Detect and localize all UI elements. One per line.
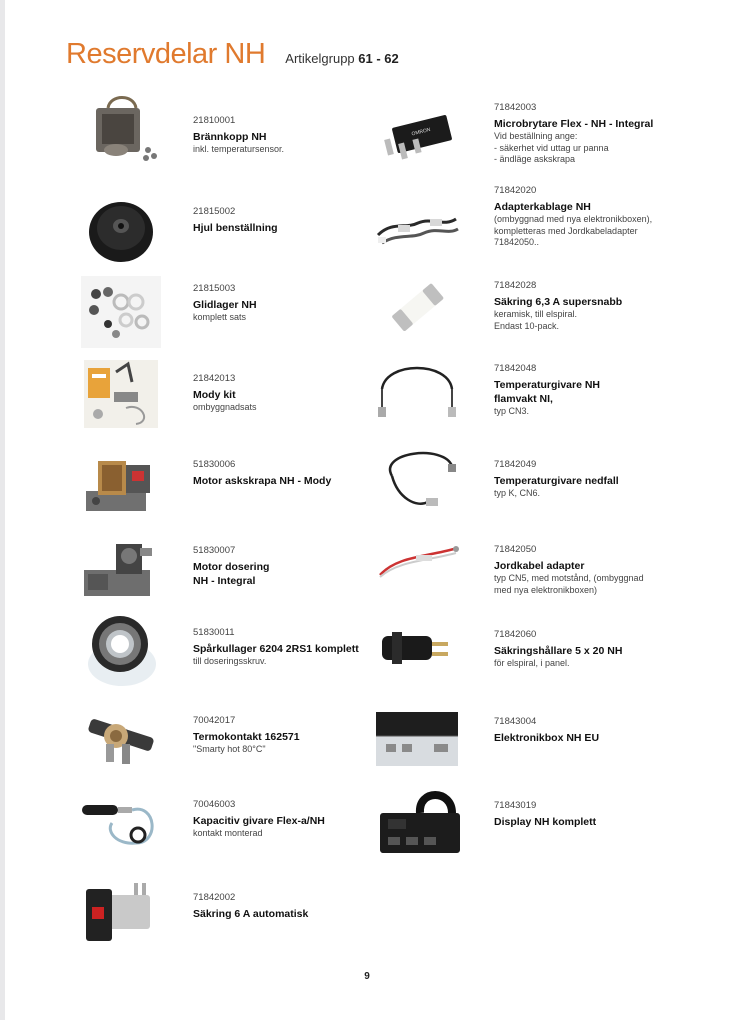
part-text	[494, 102, 714, 166]
part-code: 71842049	[494, 459, 537, 470]
part-code: 51830006	[193, 459, 236, 470]
part-name: Termokontakt 162571	[193, 731, 300, 743]
fuse-holder-icon	[372, 608, 462, 688]
part-description: "Smarty hot 80°C"	[193, 744, 266, 754]
display-panel-icon	[372, 783, 462, 863]
ball-bearing-icon	[76, 612, 166, 692]
part-description: keramisk, till elspiral.	[494, 309, 578, 319]
part-code: 71842050	[494, 544, 537, 555]
part-code: 71842003	[494, 102, 537, 113]
part-description: med nya elektronikboxen)	[494, 584, 598, 595]
part-code: 71842002	[193, 892, 236, 903]
part-code: 71843019	[494, 800, 537, 811]
page-subtitle: Artikelgrupp 61 - 62	[285, 51, 399, 66]
part-description: Vid beställning ange:	[494, 131, 578, 141]
part-text	[494, 629, 714, 670]
part-name: Hjul benställning	[193, 222, 278, 234]
part-code: 51830007	[193, 545, 236, 556]
part-code: 70046003	[193, 799, 236, 810]
part-name: NH - Integral	[193, 575, 256, 587]
part-code: 70042017	[193, 715, 236, 726]
part-text	[494, 800, 714, 829]
dosing-motor-icon	[76, 530, 166, 610]
page-edge	[0, 0, 5, 1020]
temperature-sensor-icon	[372, 438, 462, 518]
part-code: 71842060	[494, 629, 537, 640]
capacitive-sensor-icon	[76, 783, 166, 863]
part-description: komplett sats	[193, 312, 247, 322]
part-description: Endast 10-pack.	[494, 320, 560, 331]
flame-sensor-icon	[372, 355, 462, 435]
bearing-set-icon	[76, 272, 166, 352]
part-name: Display NH komplett	[494, 816, 597, 828]
auto-fuse-icon	[76, 875, 166, 955]
burner-cup-icon	[76, 90, 166, 170]
part-text	[494, 280, 714, 332]
part-name: Spårkullager 6204 2RS1 komplett	[193, 643, 359, 655]
part-description: till doseringsskruv.	[193, 656, 267, 666]
part-name: Temperaturgivare nedfall	[494, 475, 619, 487]
part-name: Kapacitiv givare Flex-a/NH	[193, 815, 325, 827]
ceramic-fuse-icon	[372, 268, 462, 348]
article-group-range: 61 - 62	[358, 51, 399, 66]
part-code: 21810001	[193, 115, 236, 126]
part-description: typ CN5, med motstånd, (ombyggnad	[494, 573, 644, 583]
part-description: inkl. temperatursensor.	[193, 144, 285, 154]
part-name: flamvakt NI,	[494, 393, 553, 405]
part-name: Motor dosering	[193, 561, 270, 573]
ground-cable-icon	[372, 527, 462, 607]
part-description: 71842050..	[494, 237, 540, 247]
part-description: (ombyggnad med nya elektronikboxen),	[494, 214, 653, 224]
part-name: Mody kit	[193, 389, 236, 401]
part-name: Adapterkablage NH	[494, 201, 591, 213]
part-code: 71842028	[494, 280, 537, 291]
part-name: Brännkopp NH	[193, 131, 267, 143]
part-name: Säkringshållare 5 x 20 NH	[494, 645, 623, 657]
part-text	[494, 459, 714, 500]
part-name: Motor askskrapa NH - Mody	[193, 475, 332, 487]
part-code: 51830011	[193, 627, 235, 638]
part-name: Microbrytare Flex - NH - Integral	[494, 118, 654, 130]
part-name: Säkring 6 A automatisk	[193, 908, 309, 920]
part-name: Glidlager NH	[193, 299, 257, 311]
part-description: kontakt monterad	[193, 828, 263, 838]
part-code: 71842020	[494, 185, 537, 196]
part-description: - säkerhet vid uttag ur panna	[494, 142, 609, 153]
mody-kit-icon	[76, 352, 166, 432]
part-text	[494, 544, 714, 596]
part-description: typ CN3.	[494, 406, 530, 416]
part-text	[494, 185, 714, 249]
electronics-box-icon	[372, 700, 462, 780]
part-text	[494, 716, 714, 745]
part-description: typ K, CN6.	[494, 488, 541, 498]
part-code: 21842013	[193, 373, 236, 384]
part-description: för elspiral, i panel.	[494, 658, 570, 668]
part-name: Jordkabel adapter	[494, 560, 585, 572]
svg-text:OMRON: OMRON	[411, 126, 432, 138]
part-name: Temperaturgivare NH	[494, 379, 601, 391]
part-code: 71842048	[494, 363, 537, 374]
part-code: 21815003	[193, 283, 236, 294]
scraper-motor-icon	[76, 443, 166, 523]
adapter-cable-icon	[372, 183, 462, 263]
part-text	[494, 363, 714, 418]
part-description: kompletteras med Jordkabeladapter	[494, 225, 638, 236]
part-name: Säkring 6,3 A supersnabb	[494, 296, 623, 308]
page-header	[66, 38, 399, 71]
part-code: 71843004	[494, 716, 537, 727]
wheel-icon	[76, 190, 166, 270]
page-number: 9	[364, 971, 370, 982]
part-code: 21815002	[193, 206, 236, 217]
page-title: Reservdelar NH	[66, 38, 266, 70]
thermostat-switch-icon	[76, 700, 166, 780]
part-description: ombyggnadsats	[193, 402, 257, 412]
part-text	[193, 892, 413, 921]
micro-switch-icon	[372, 95, 462, 175]
part-name: Elektronikbox NH EU	[494, 732, 600, 744]
part-description: - ändläge askskrapa	[494, 154, 576, 164]
